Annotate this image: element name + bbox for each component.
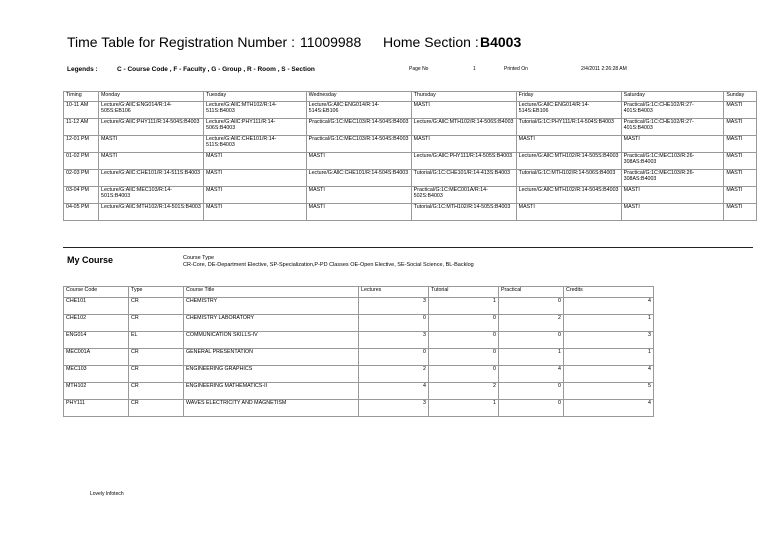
- timetable-slot-cell: MASTI: [411, 136, 516, 153]
- timetable-slot-cell: MASTI: [204, 170, 307, 187]
- course-row: [64, 383, 654, 400]
- course-cell: 0: [429, 332, 499, 349]
- course-cell: GENERAL PRESENTATION: [184, 349, 359, 366]
- timetable-slot-cell: MASTI: [724, 170, 757, 187]
- home-section-label: Home Section :: [383, 34, 479, 50]
- course-cell: 3: [359, 400, 429, 417]
- course-cell: 0: [499, 332, 564, 349]
- timetable-row: [64, 102, 757, 119]
- timetable-slot-cell: MASTI: [621, 136, 724, 153]
- timetable-slot-cell: Tutorial/G:1C:MTH102/R:14-506S:B4003: [516, 170, 621, 187]
- course-cell: CR: [129, 383, 184, 400]
- timetable-slot-cell: Practical/G:1C:CHE102/R:27-401S:B4003: [621, 102, 724, 119]
- course-cell: 4: [564, 366, 654, 383]
- timetable-slot-cell: MASTI: [306, 204, 411, 221]
- course-header-cell: Type: [129, 287, 184, 298]
- course-cell: MEC001A: [64, 349, 129, 366]
- course-cell: 3: [359, 332, 429, 349]
- timetable-slot-cell: MASTI: [204, 204, 307, 221]
- course-cell: 4: [564, 400, 654, 417]
- timetable-slot-cell: Tutorial/G:1C:PHY111/R:14-504S:B4003: [516, 119, 621, 136]
- legend-text: C - Course Code , F - Faculty , G - Group , R - Room , S - Section: [117, 66, 315, 73]
- timetable-slot-cell: Lecture/G:AllC:CHE101/R:14-511S:B4003: [204, 136, 307, 153]
- timetable-timing-cell: 01-02 PM: [64, 153, 99, 170]
- course-cell: 0: [429, 349, 499, 366]
- course-header-row: [64, 287, 654, 298]
- course-cell: 0: [359, 349, 429, 366]
- timetable-slot-cell: MASTI: [306, 187, 411, 204]
- timetable-slot-cell: Practical/G:1C:MEC001A/R:14-502S:B4003: [411, 187, 516, 204]
- course-cell: 0: [499, 383, 564, 400]
- timetable-slot-cell: MASTI: [724, 102, 757, 119]
- timetable-slot-cell: Lecture/G:AllC:MTH102/R:14-505S:B4003: [516, 153, 621, 170]
- timetable-slot-cell: MASTI: [204, 153, 307, 170]
- course-cell: ENG014: [64, 332, 129, 349]
- course-cell: ENGINEERING MATHEMATICS-II: [184, 383, 359, 400]
- course-cell: COMMUNICATION SKILLS-IV: [184, 332, 359, 349]
- course-cell: 2: [359, 366, 429, 383]
- page-title: Time Table for Registration Number :: [67, 34, 295, 50]
- course-cell: 1: [429, 298, 499, 315]
- course-cell: 4: [499, 366, 564, 383]
- course-type-label: Course Type: [183, 255, 215, 261]
- timetable-slot-cell: Lecture/G:AllC:ENG014/R:14-514S:EB106: [306, 102, 411, 119]
- timetable-timing-cell: 12-01 PM: [64, 136, 99, 153]
- course-cell: 1: [499, 349, 564, 366]
- course-type-legend: CR-Core, DE-Department Elective, SP-Specialization,P-PD Classes OE-Open Elective, SE-Social Science, BL-Backlog: [183, 262, 474, 268]
- course-cell: EL: [129, 332, 184, 349]
- course-header-cell: Lectures: [359, 287, 429, 298]
- timetable-header-cell: Monday: [99, 92, 204, 102]
- timetable-slot-cell: MASTI: [204, 187, 307, 204]
- course-header-cell: Credits: [564, 287, 654, 298]
- timetable-row: [64, 204, 757, 221]
- timetable-slot-cell: Practical/G:1C:MEC103/R:26-308AS:B4003: [621, 153, 724, 170]
- timetable-header-cell: Sunday: [724, 92, 757, 102]
- home-section-value: B4003: [480, 34, 522, 50]
- course-cell: CHEMISTRY: [184, 298, 359, 315]
- course-header-cell: Course Title: [184, 287, 359, 298]
- timetable-slot-cell: Tutorial/G:1C:MTH102/R:14-505S:B4003: [411, 204, 516, 221]
- course-cell: CR: [129, 349, 184, 366]
- timetable-header-cell: Wednesday: [306, 92, 411, 102]
- course-row: [64, 366, 654, 383]
- course-cell: CHE102: [64, 315, 129, 332]
- page-no-label: Page No: [409, 66, 429, 72]
- printed-on-label: Printed On: [504, 66, 528, 72]
- timetable-timing-cell: 02-03 PM: [64, 170, 99, 187]
- timetable-header-cell: Friday: [516, 92, 621, 102]
- timetable-slot-cell: MASTI: [724, 204, 757, 221]
- timetable-header-row: [64, 92, 757, 102]
- course-cell: CHEMISTRY LABORATORY: [184, 315, 359, 332]
- course-cell: WAVES ELECTRICITY AND MAGNETISM: [184, 400, 359, 417]
- timetable-slot-cell: Lecture/G:AllC:PHY111/R:14-504S:B4003: [99, 119, 204, 136]
- course-cell: 1: [429, 400, 499, 417]
- section-divider: [63, 247, 753, 248]
- timetable-header-cell: Timing: [64, 92, 99, 102]
- timetable-slot-cell: Practical/G:1C:MEC103/R:14-504S:B4003: [306, 119, 411, 136]
- timetable-header-cell: Tuesday: [204, 92, 307, 102]
- timetable-header-cell: Saturday: [621, 92, 724, 102]
- course-cell: PHY111: [64, 400, 129, 417]
- course-cell: 0: [429, 315, 499, 332]
- course-table: [63, 286, 654, 417]
- footer-text: Lovely Infotech: [90, 491, 124, 497]
- timetable-slot-cell: MASTI: [621, 187, 724, 204]
- course-cell: CR: [129, 298, 184, 315]
- legend-label: Legends :: [67, 66, 98, 73]
- timetable: [63, 91, 757, 221]
- course-cell: CHE101: [64, 298, 129, 315]
- timetable-timing-cell: 03-04 PM: [64, 187, 99, 204]
- course-cell: 4: [564, 298, 654, 315]
- timetable-row: [64, 170, 757, 187]
- timetable-slot-cell: Lecture/G:AllC:CHE101/R:14-511S:B4003: [99, 170, 204, 187]
- course-cell: CR: [129, 366, 184, 383]
- timetable-slot-cell: Lecture/G:AllC:MTH102/R:14-501S:B4003: [99, 204, 204, 221]
- timetable-slot-cell: Lecture/G:AllC:ENG014/R:14-505S:EB106: [99, 102, 204, 119]
- course-cell: 0: [499, 400, 564, 417]
- course-cell: ENGINEERING GRAPHICS: [184, 366, 359, 383]
- course-cell: MEC103: [64, 366, 129, 383]
- course-row: [64, 315, 654, 332]
- course-cell: 3: [359, 298, 429, 315]
- timetable-slot-cell: MASTI: [621, 204, 724, 221]
- timetable-slot-cell: Lecture/G:AllC:ENG014/R:14-514S:EB106: [516, 102, 621, 119]
- registration-number: 11009988: [300, 34, 362, 50]
- course-header-cell: Practical: [499, 287, 564, 298]
- course-cell: 2: [429, 383, 499, 400]
- timetable-slot-cell: Practical/G:1C:MEC103/R:26-308AS:B4003: [621, 170, 724, 187]
- timetable-row: [64, 153, 757, 170]
- timetable-slot-cell: MASTI: [724, 187, 757, 204]
- timetable-slot-cell: MASTI: [411, 102, 516, 119]
- course-cell: 5: [564, 383, 654, 400]
- timetable-slot-cell: Lecture/G:AllC:MTH102/R:14-506S:B4003: [411, 119, 516, 136]
- timetable-row: [64, 136, 757, 153]
- course-header-cell: Tutorial: [429, 287, 499, 298]
- timetable-header-cell: Thursday: [411, 92, 516, 102]
- course-header-cell: Course Code: [64, 287, 129, 298]
- course-cell: 0: [499, 298, 564, 315]
- timetable-slot-cell: Lecture/G:AllC:PHY111/R:14-506S:B4003: [204, 119, 307, 136]
- course-cell: 0: [359, 315, 429, 332]
- timetable-timing-cell: 04-05 PM: [64, 204, 99, 221]
- course-cell: MTH102: [64, 383, 129, 400]
- timetable-slot-cell: Lecture/G:AllC:MTH102/R:14-511S:B4003: [204, 102, 307, 119]
- printed-on-value: 2/4/2011 2:26:28 AM: [581, 66, 627, 72]
- course-row: [64, 332, 654, 349]
- course-cell: 3: [564, 332, 654, 349]
- timetable-slot-cell: Practical/G:1C:MEC103/R:14-504S:B4003: [306, 136, 411, 153]
- timetable-timing-cell: 10-11 AM: [64, 102, 99, 119]
- timetable-slot-cell: MASTI: [724, 153, 757, 170]
- timetable-row: [64, 187, 757, 204]
- course-cell: 1: [564, 349, 654, 366]
- course-cell: CR: [129, 400, 184, 417]
- course-cell: CR: [129, 315, 184, 332]
- course-cell: 2: [499, 315, 564, 332]
- course-row: [64, 349, 654, 366]
- timetable-slot-cell: MASTI: [516, 204, 621, 221]
- my-course-heading: My Course: [67, 255, 114, 265]
- course-row: [64, 298, 654, 315]
- timetable-slot-cell: MASTI: [516, 136, 621, 153]
- timetable-slot-cell: MASTI: [724, 136, 757, 153]
- timetable-slot-cell: MASTI: [724, 119, 757, 136]
- course-cell: 1: [564, 315, 654, 332]
- timetable-slot-cell: Lecture/G:AllC:PHY111/R:14-505S:B4003: [411, 153, 516, 170]
- course-cell: 4: [359, 383, 429, 400]
- timetable-slot-cell: Tutorial/G:1C:CHE101/R:14-413S:B4003: [411, 170, 516, 187]
- timetable-slot-cell: Lecture/G:AllC:CHE101/R:14-504S:B4003: [306, 170, 411, 187]
- course-cell: 0: [429, 366, 499, 383]
- timetable-slot-cell: Lecture/G:AllC:MTH102/R:14-504S:B4003: [516, 187, 621, 204]
- course-row: [64, 400, 654, 417]
- timetable-slot-cell: MASTI: [99, 153, 204, 170]
- page-no-value: 1: [473, 66, 476, 72]
- timetable-slot-cell: MASTI: [99, 136, 204, 153]
- timetable-slot-cell: Practical/G:1C:CHE102/R:27-401S:B4003: [621, 119, 724, 136]
- timetable-slot-cell: MASTI: [306, 153, 411, 170]
- timetable-timing-cell: 11-12 AM: [64, 119, 99, 136]
- timetable-row: [64, 119, 757, 136]
- timetable-slot-cell: Lecture/G:AllC:MEC103/R:14-501S:B4003: [99, 187, 204, 204]
